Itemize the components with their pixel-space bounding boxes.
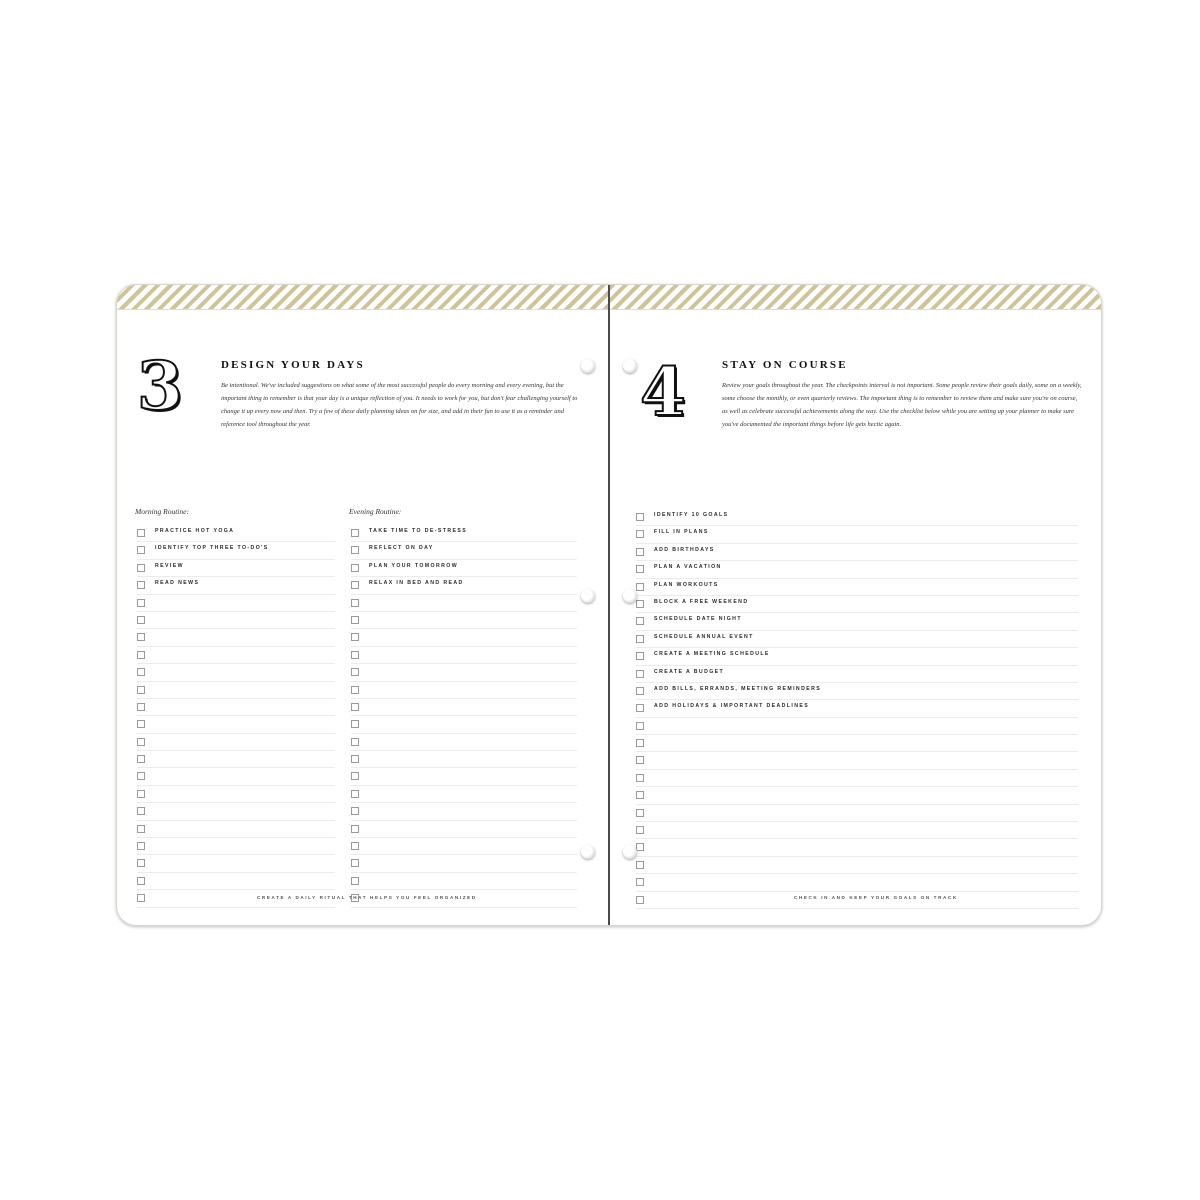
checklist-item-label: CREATE A MEETING SCHEDULE <box>654 651 770 658</box>
checklist-row <box>636 613 1078 630</box>
checklist-row <box>636 718 1078 735</box>
checklist-row <box>351 855 577 872</box>
checkbox[interactable] <box>137 703 145 711</box>
evening-checklist <box>351 525 577 908</box>
checklist-row <box>636 770 1078 787</box>
checkbox[interactable] <box>636 722 644 730</box>
checklist-row <box>351 873 577 890</box>
checkbox[interactable] <box>636 843 644 851</box>
page-footer: CREATE A DAILY RITUAL THAT HELPS YOU FEEL ORGANIZED <box>257 895 477 900</box>
checklist-row <box>137 560 335 577</box>
checkbox[interactable] <box>636 739 644 747</box>
checklist-row <box>636 700 1078 717</box>
checklist-row <box>137 664 335 681</box>
checkbox[interactable] <box>636 617 644 625</box>
binder-hole <box>581 589 595 603</box>
checkbox[interactable] <box>351 599 359 607</box>
section-intro: Review your goals throughout the year. The checkpoints interval is not important. Some people review their goals daily, some on a weekly, some choose the monthly, or even quarterly reviews. The important thing is to remember to review them and make sure you're on course, as well as celebrate successful achievements along the way. Use the checklist below while you are setting up your planner to make sure you've documented the important things before life gets hectic again. <box>722 382 1082 428</box>
checklist-row <box>636 526 1078 543</box>
checklist-row <box>351 560 577 577</box>
checklist-item-label: SCHEDULE ANNUAL EVENT <box>654 633 754 640</box>
checklist-row <box>636 544 1078 561</box>
checklist-row <box>636 579 1078 596</box>
checkbox[interactable] <box>137 772 145 780</box>
checklist-row <box>137 682 335 699</box>
checklist-item-label: IDENTIFY 10 GOALS <box>654 512 729 518</box>
checklist-row <box>137 786 335 803</box>
checkbox[interactable] <box>351 825 359 833</box>
checkbox[interactable] <box>137 825 145 833</box>
checklist-row <box>351 768 577 785</box>
checkbox[interactable] <box>137 546 145 554</box>
right-page <box>610 309 1101 925</box>
checkbox[interactable] <box>351 772 359 780</box>
checkbox[interactable] <box>636 809 644 817</box>
checkbox[interactable] <box>137 529 145 537</box>
checklist-item-label: FILL IN PLANS <box>654 529 709 536</box>
planner-spread <box>116 284 1102 926</box>
left-page <box>117 309 608 925</box>
checklist-row <box>137 577 335 594</box>
checkbox[interactable] <box>636 565 644 573</box>
checklist-item-label: PLAN WORKOUTS <box>654 581 719 588</box>
checklist-row <box>636 631 1078 648</box>
checklist-item-label: ADD BILLS, ERRANDS, MEETING REMINDERS <box>654 685 822 692</box>
checklist-row <box>636 596 1078 613</box>
checkbox[interactable] <box>137 807 145 815</box>
checklist-item-label: REFLECT ON DAY <box>369 545 434 552</box>
checklist-row <box>636 509 1078 526</box>
checklist-row <box>351 612 577 629</box>
section-intro: Be intentional. We've included suggestions on what some of the most successful people do every morning and every evening, but the important thing to remember is that your day is a unique reflection of you. It needs to work for you, but don't fear challenging yourself to change it up every now and then. Try a few of these daily planning ideas on for size, and add in their fun to use it as a reminder and reference tool throughout the year. <box>221 382 578 428</box>
checkbox[interactable] <box>351 564 359 572</box>
section-number: 4 <box>640 353 685 431</box>
checklist-row <box>137 612 335 629</box>
checklist-row <box>137 595 335 612</box>
checkbox[interactable] <box>636 826 644 834</box>
checklist-item-label: ADD BIRTHDAYS <box>654 546 715 553</box>
checklist-row <box>351 682 577 699</box>
checkbox[interactable] <box>351 529 359 537</box>
checklist-item-label: PRACTICE HOT YOGA <box>155 528 235 534</box>
morning-routine-title: Morning Routine: <box>135 507 189 516</box>
checklist-row <box>137 873 335 890</box>
checkbox[interactable] <box>636 513 644 521</box>
checklist-row <box>351 525 577 542</box>
checkbox[interactable] <box>636 530 644 538</box>
checkbox[interactable] <box>636 791 644 799</box>
checkbox[interactable] <box>636 670 644 678</box>
checklist-row <box>636 561 1078 578</box>
checkbox[interactable] <box>636 704 644 712</box>
checklist-row <box>636 683 1078 700</box>
checklist-row <box>351 647 577 664</box>
section-number: 3 <box>137 347 182 425</box>
checklist-row <box>351 664 577 681</box>
decorative-stripe-left <box>117 285 608 310</box>
checklist-row <box>137 751 335 768</box>
checkbox[interactable] <box>636 687 644 695</box>
checkbox[interactable] <box>137 651 145 659</box>
checklist-row <box>137 734 335 751</box>
checkbox[interactable] <box>137 581 145 589</box>
checklist-item-label: CREATE A BUDGET <box>654 668 725 675</box>
checkbox[interactable] <box>351 581 359 589</box>
checkbox[interactable] <box>137 633 145 641</box>
section-title: DESIGN YOUR DAYS <box>221 359 365 371</box>
binder-hole <box>623 359 637 373</box>
checklist-item-label: TAKE TIME TO DE-STRESS <box>369 528 468 534</box>
checkbox[interactable] <box>351 877 359 885</box>
checkbox[interactable] <box>351 842 359 850</box>
checkbox[interactable] <box>137 877 145 885</box>
checklist-row <box>137 647 335 664</box>
checklist-row <box>137 525 335 542</box>
checklist-row <box>351 542 577 559</box>
checkbox[interactable] <box>636 861 644 869</box>
checkbox[interactable] <box>636 774 644 782</box>
checkbox[interactable] <box>351 807 359 815</box>
checklist-item-label: BLOCK A FREE WEEKEND <box>654 598 749 605</box>
checklist-row <box>351 821 577 838</box>
checkbox[interactable] <box>636 548 644 556</box>
checklist-item-label: SCHEDULE DATE NIGHT <box>654 616 742 623</box>
checkbox[interactable] <box>636 652 644 660</box>
checkbox[interactable] <box>137 859 145 867</box>
checkbox[interactable] <box>636 878 644 886</box>
checklist-row <box>636 857 1078 874</box>
binder-hole <box>623 589 637 603</box>
checkbox[interactable] <box>137 894 145 902</box>
binder-hole <box>581 845 595 859</box>
morning-checklist <box>137 525 335 908</box>
binder-hole <box>623 845 637 859</box>
checklist-row <box>351 577 577 594</box>
checklist-row <box>351 595 577 612</box>
checkbox[interactable] <box>137 842 145 850</box>
course-checklist <box>636 509 1078 909</box>
checkbox[interactable] <box>137 738 145 746</box>
checkbox[interactable] <box>351 651 359 659</box>
evening-routine-title: Evening Routine: <box>349 507 402 516</box>
checklist-row <box>137 629 335 646</box>
checklist-row <box>137 803 335 820</box>
checkbox[interactable] <box>137 616 145 624</box>
checklist-row <box>636 839 1078 856</box>
checklist-row <box>351 751 577 768</box>
checklist-row <box>636 822 1078 839</box>
checkbox[interactable] <box>636 896 644 904</box>
checkbox[interactable] <box>137 564 145 572</box>
section-title: STAY ON COURSE <box>722 359 848 371</box>
checklist-item-label: IDENTIFY TOP THREE TO-DO'S <box>155 545 269 552</box>
checkbox[interactable] <box>137 599 145 607</box>
checkbox[interactable] <box>351 720 359 728</box>
checklist-row <box>351 716 577 733</box>
checkbox[interactable] <box>351 790 359 798</box>
checkbox[interactable] <box>137 755 145 763</box>
checklist-row <box>137 716 335 733</box>
checkbox[interactable] <box>351 755 359 763</box>
checkbox[interactable] <box>351 616 359 624</box>
checklist-row <box>636 752 1078 769</box>
checklist-row <box>351 629 577 646</box>
checklist-row <box>636 666 1078 683</box>
checkbox[interactable] <box>636 756 644 764</box>
checkbox[interactable] <box>351 859 359 867</box>
checklist-row <box>636 735 1078 752</box>
checklist-row <box>137 855 335 872</box>
checkbox[interactable] <box>351 668 359 676</box>
checklist-item-label: PLAN YOUR TOMORROW <box>369 562 458 569</box>
checkbox[interactable] <box>636 583 644 591</box>
checklist-item-label: RELAX IN BED AND READ <box>369 580 464 587</box>
checklist-row <box>636 805 1078 822</box>
checkbox[interactable] <box>137 686 145 694</box>
checklist-row <box>137 821 335 838</box>
checklist-row <box>636 648 1078 665</box>
checklist-row <box>636 787 1078 804</box>
checklist-row <box>636 874 1078 891</box>
checklist-row <box>351 786 577 803</box>
checkbox[interactable] <box>137 790 145 798</box>
binder-hole <box>581 359 595 373</box>
checklist-row <box>137 542 335 559</box>
checklist-row <box>351 699 577 716</box>
checklist-row <box>351 734 577 751</box>
checklist-row <box>351 803 577 820</box>
checklist-row <box>137 838 335 855</box>
decorative-stripe-right <box>610 285 1101 310</box>
checkbox[interactable] <box>137 668 145 676</box>
checklist-item-label: PLAN A VACATION <box>654 564 722 571</box>
checkbox[interactable] <box>351 633 359 641</box>
checkbox[interactable] <box>351 546 359 554</box>
checkbox[interactable] <box>636 635 644 643</box>
checklist-row <box>137 768 335 785</box>
checklist-row <box>137 699 335 716</box>
checklist-item-label: READ NEWS <box>155 580 200 587</box>
checklist-item-label: ADD HOLIDAYS & IMPORTANT DEADLINES <box>654 703 810 710</box>
checklist-row <box>351 838 577 855</box>
checklist-item-label: REVIEW <box>155 562 184 569</box>
checkbox[interactable] <box>137 720 145 728</box>
checkbox[interactable] <box>636 600 644 608</box>
page-footer: CHECK IN AND KEEP YOUR GOALS ON TRACK <box>794 895 958 900</box>
checkbox[interactable] <box>351 703 359 711</box>
checkbox[interactable] <box>351 686 359 694</box>
checkbox[interactable] <box>351 738 359 746</box>
